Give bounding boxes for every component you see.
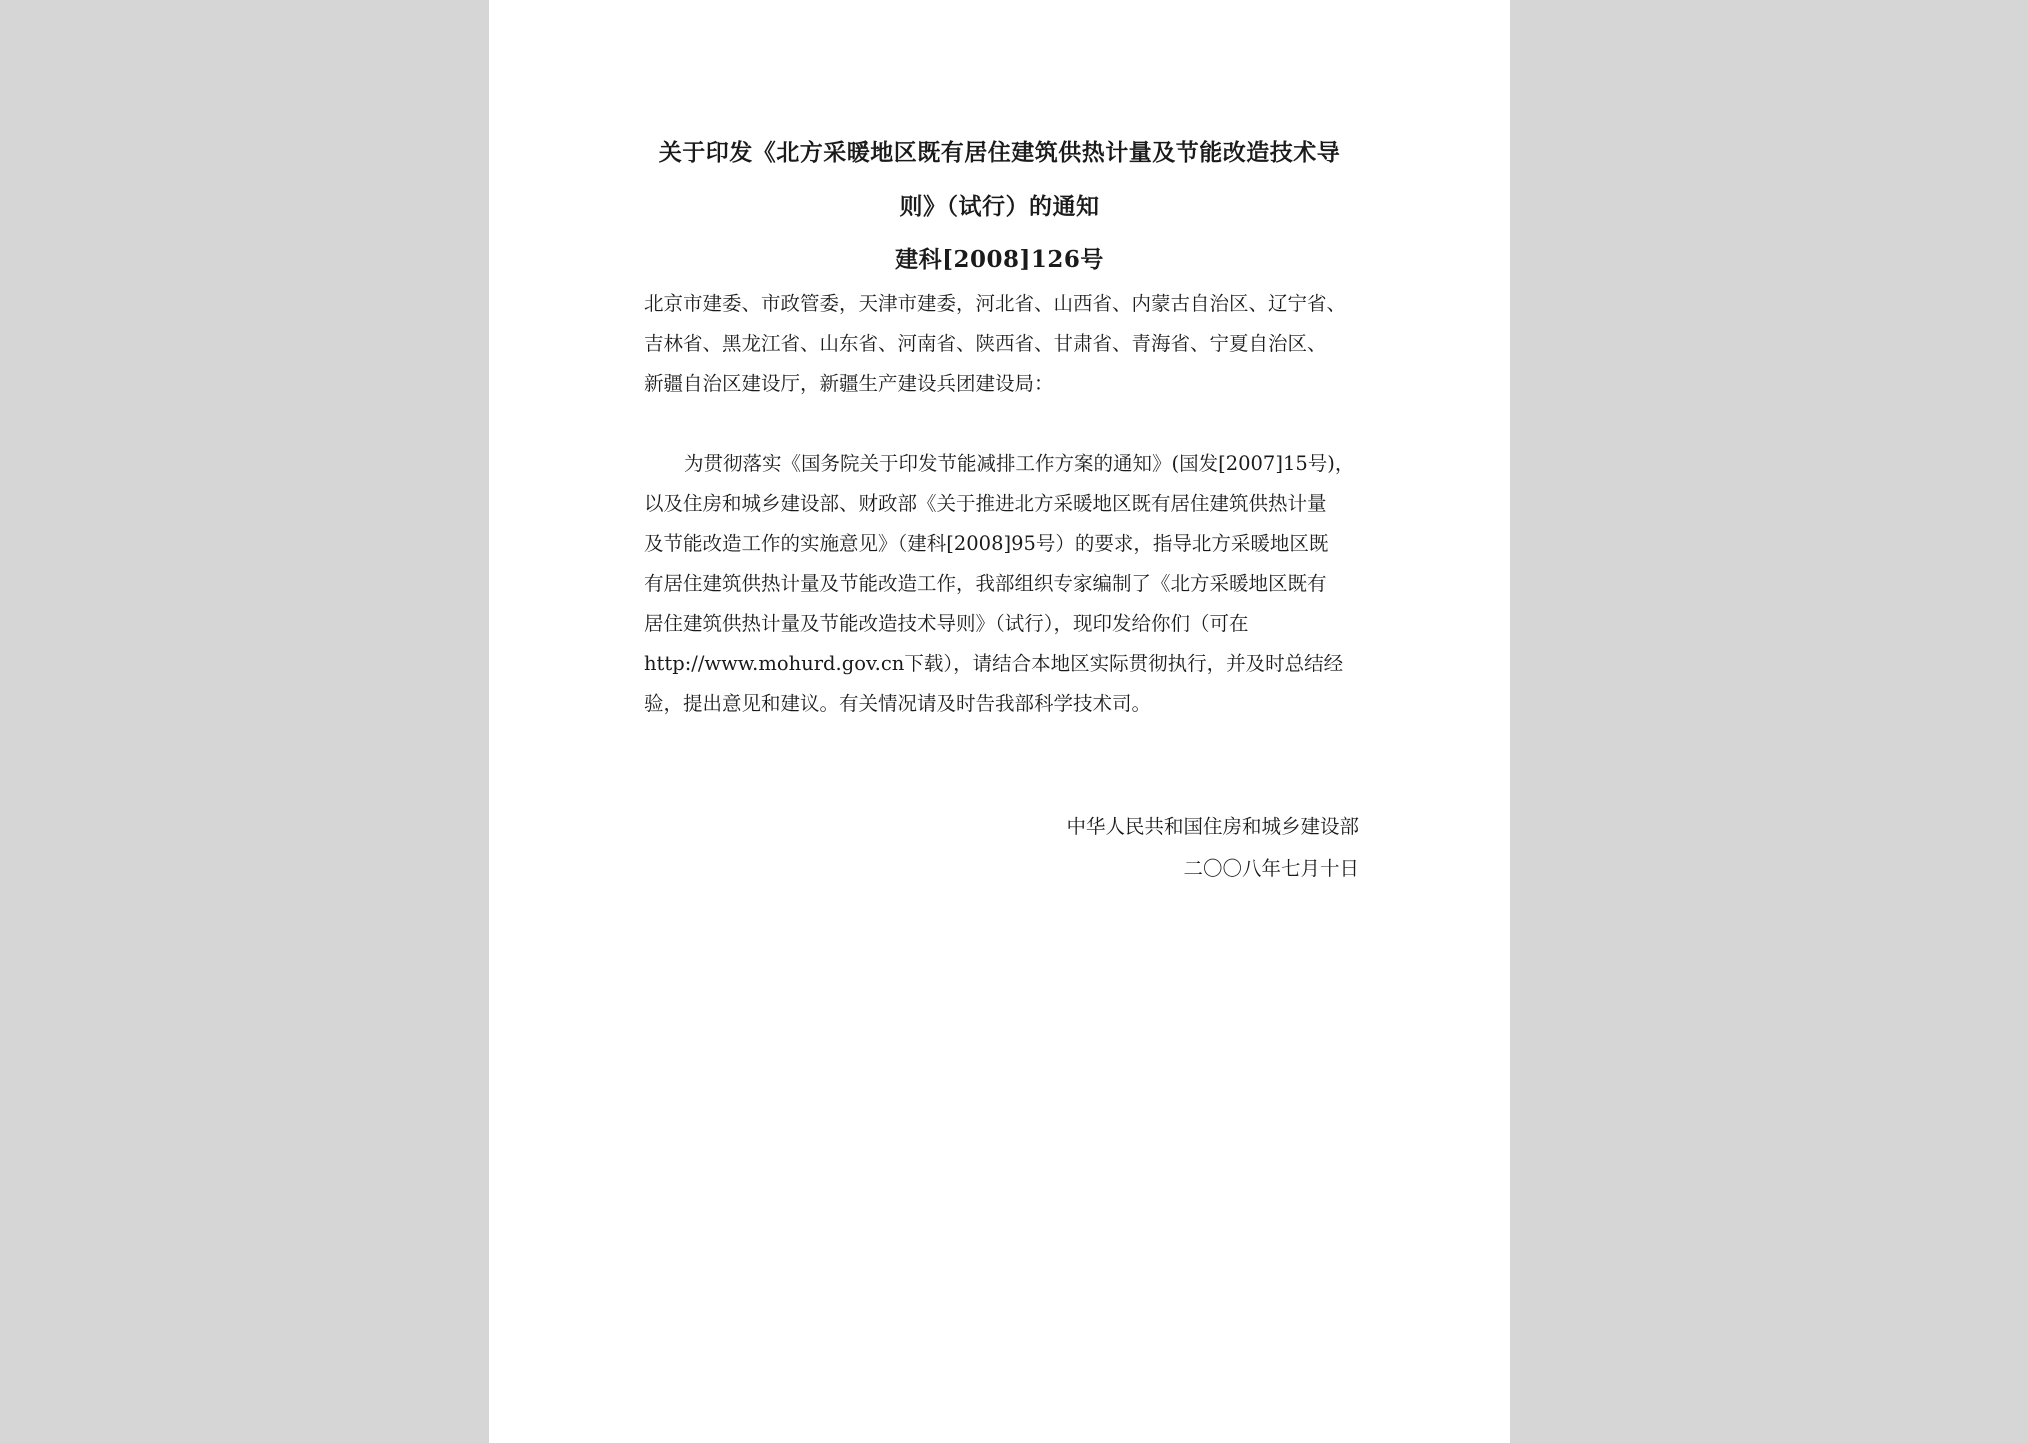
body-line: 以及住房和城乡建设部、财政部《关于推进北方采暖地区既有居住建筑供热计量 [644, 492, 1327, 515]
title-line-1: 关于印发《北方采暖地区既有居住建筑供热计量及节能改造技术导 [658, 139, 1341, 166]
addressees [644, 284, 1359, 404]
signer: 中华人民共和国住房和城乡建设部 [1066, 815, 1359, 838]
body-line: http://www.mohurd.gov.cn下载），请结合本地区实际贯彻执行，并及时总结经 [644, 652, 1344, 675]
addressee-line: 吉林省、黑龙江省、山东省、河南省、陕西省、甘肃省、青海省、宁夏自治区、 [644, 332, 1327, 355]
document-page [489, 0, 1510, 1443]
signature-date: 二〇〇八年七月十日 [1183, 857, 1359, 880]
document-number: 建科[2008]126号 [895, 246, 1104, 273]
title-line-2: 则》（试行）的通知 [899, 193, 1100, 220]
body-paragraph [644, 444, 1359, 724]
body-line: 居住建筑供热计量及节能改造技术导则》（试行），现印发给你们（可在 [644, 612, 1249, 635]
body-line: 有居住建筑供热计量及节能改造工作，我部组织专家编制了《北方采暖地区既有 [644, 572, 1327, 595]
body-line: 验，提出意见和建议。有关情况请及时告我部科学技术司。 [644, 692, 1152, 715]
addressee-line: 北京市建委、市政管委，天津市建委，河北省、山西省、内蒙古自治区、辽宁省、 [644, 292, 1347, 315]
body-line: 及节能改造工作的实施意见》（建科[2008]95号）的要求，指导北方采暖地区既 [644, 532, 1329, 555]
addressee-line: 新疆自治区建设厅，新疆生产建设兵团建设局： [644, 372, 1054, 395]
body-line: 为贯彻落实《国务院关于印发节能减排工作方案的通知》(国发[2007]15号)， [684, 452, 1355, 475]
